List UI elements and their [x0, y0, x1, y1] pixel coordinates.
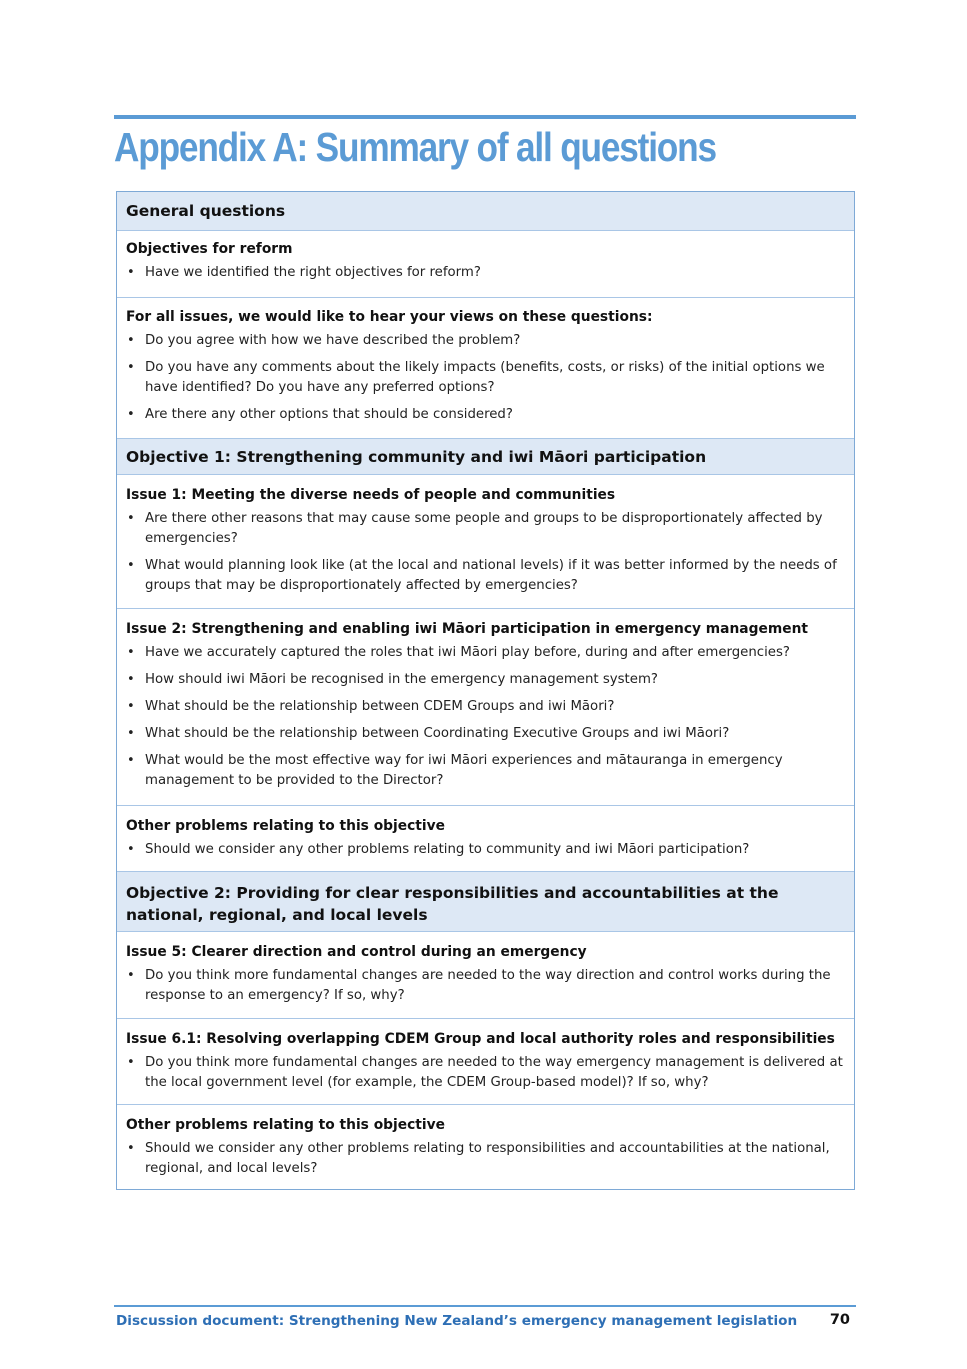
list-item: • What would be the most effective way for iwi Māori experiences and mātauranga in emergency management to be provided to the Director?: [126, 751, 845, 791]
subheading: Other problems relating to this objective: [126, 818, 445, 834]
section-header-general: General questions: [117, 192, 854, 230]
list-item: • Are there any other options that should be considered?: [126, 405, 845, 425]
title-rule: [114, 115, 856, 119]
list-item: • Have we accurately captured the roles that iwi Māori play before, during and after emergencies?: [126, 643, 845, 663]
question-list: [126, 966, 845, 1006]
list-item: • What should be the relationship between CDEM Groups and iwi Māori?: [126, 697, 845, 717]
subheading: Other problems relating to this objective: [126, 1117, 445, 1133]
section-header-objective-2: Objective 2: Providing for clear responsibilities and accountabilities at the national, regional, and local levels: [117, 871, 854, 931]
subheading: Objectives for reform: [126, 241, 293, 257]
question-list: [126, 263, 845, 283]
list-item: • Are there other reasons that may cause some people and groups to be disproportionately affected by emergencies?: [126, 509, 845, 549]
question-list: [126, 643, 845, 791]
list-item: • Do you think more fundamental changes are needed to the way direction and control works during the response to an emergency? If so, why?: [126, 966, 845, 1006]
question-list: [126, 331, 845, 425]
question-list: [126, 1139, 845, 1179]
subheading: Issue 2: Strengthening and enabling iwi Māori participation in emergency management: [126, 621, 809, 637]
block-issue-1: [117, 474, 854, 608]
question-list: [126, 840, 845, 860]
question-list: [126, 509, 845, 596]
questions-table: [116, 191, 855, 1190]
block-issue-5: [117, 931, 854, 1018]
list-item: • Have we identified the right objectives for reform?: [126, 263, 845, 283]
footer-document-title: Discussion document: Strengthening New Zealand’s emergency management legislation: [116, 1313, 798, 1329]
subheading: For all issues, we would like to hear your views on these questions:: [126, 309, 653, 325]
list-item: • How should iwi Māori be recognised in the emergency management system?: [126, 670, 845, 690]
subheading: Issue 1: Meeting the diverse needs of people and communities: [126, 487, 616, 503]
block-issue-6-1: [117, 1018, 854, 1104]
list-item: • Do you agree with how we have described the problem?: [126, 331, 845, 351]
footer-rule: [114, 1305, 856, 1307]
block-issue-2: [117, 608, 854, 805]
list-item: • What should be the relationship between Coordinating Executive Groups and iwi Māori?: [126, 724, 845, 744]
subheading: Issue 5: Clearer direction and control during an emergency: [126, 944, 587, 960]
subheading: Issue 6.1: Resolving overlapping CDEM Group and local authority roles and responsibilities: [126, 1031, 835, 1047]
block-all-issues: [117, 297, 854, 438]
block-objective-2-other: [117, 1104, 854, 1189]
page-number: 70: [829, 1312, 850, 1328]
list-item: • Do you have any comments about the likely impacts (benefits, costs, or risks) of the initial options we have identified? Do you have any preferred options?: [126, 358, 845, 398]
list-item: • Do you think more fundamental changes are needed to the way emergency management is delivered at the local government level (for example, the CDEM Group-based model)? If so, why?: [126, 1053, 845, 1093]
page-title: Appendix A: Summary of all questions: [114, 124, 716, 170]
section-header-objective-1: Objective 1: Strengthening community and iwi Māori participation: [117, 438, 854, 474]
list-item: • Should we consider any other problems relating to responsibilities and accountabilities at the national, regional, and local levels?: [126, 1139, 845, 1179]
block-objectives-for-reform: [117, 230, 854, 297]
list-item: • Should we consider any other problems relating to community and iwi Māori participation?: [126, 840, 845, 860]
list-item: • What would planning look like (at the local and national levels) if it was better informed by the needs of groups that may be disproportionately affected by emergencies?: [126, 556, 845, 596]
question-list: [126, 1053, 845, 1093]
block-objective-1-other: [117, 805, 854, 871]
